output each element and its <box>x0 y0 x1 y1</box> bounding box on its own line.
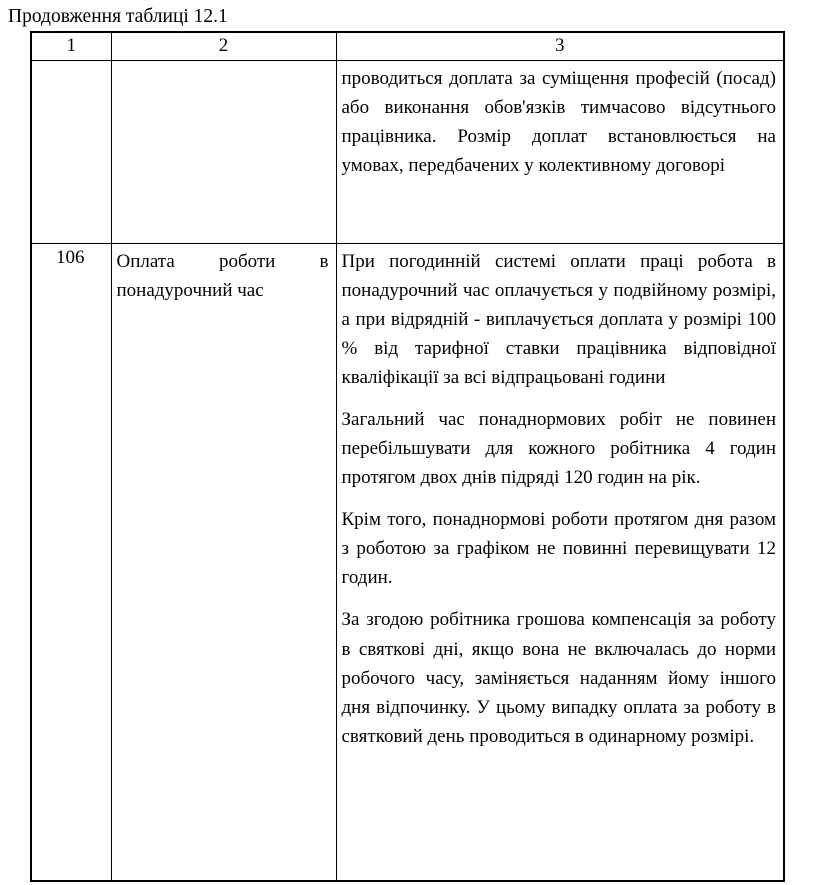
description-paragraph: Крім того, понаднормові роботи протягом дня разом з роботою за графіком не повинні перевищувати 12 годин. <box>341 509 776 589</box>
column-header-3: 3 <box>336 32 784 60</box>
row-number-cell: 106 <box>31 243 111 881</box>
table-header-row <box>31 32 784 60</box>
description-cell <box>336 243 784 881</box>
description-cell <box>336 60 784 243</box>
description-paragraph: проводиться доплата за суміщення професій (посад) або виконання обов'язків тимчасово відсутнього працівника. Розмір доплат встановлюється на умовах, передбачених у колективному договорі <box>341 67 776 176</box>
payment-type-cell: Оплата роботи в понадурочний час <box>111 243 336 881</box>
table-12-1 <box>30 31 785 882</box>
description-paragraph: При погодинній системі оплати праці робота в понадурочний час оплачується у подвійному розмірі, а при відрядній - виплачується доплата у розмірі 100 % від тарифної ставки працівника відповідної кваліфікації за всі відпрацьовані години <box>341 250 776 389</box>
row-number-cell <box>31 60 111 243</box>
payment-type-cell <box>111 60 336 243</box>
column-header-1: 1 <box>31 32 111 60</box>
column-header-2: 2 <box>111 32 336 60</box>
description-paragraph: За згодою робітника грошова компенсація за роботу в святкові дні, якщо вона не включалась до норми робочого часу, заміняється наданням йому іншого дня відпочинку. У цьому випадку оплата за роботу в святковий день проводиться в одинарному розмірі. <box>341 609 776 747</box>
table-continuation-title: Продовження таблиці 12.1 <box>8 6 228 27</box>
table-row <box>31 243 784 881</box>
description-paragraph: Загальний час понаднормових робіт не повинен перебільшувати для кожного робітника 4 годин протягом двох днів підряді 120 годин на рік. <box>341 409 776 489</box>
table-row <box>31 60 784 243</box>
